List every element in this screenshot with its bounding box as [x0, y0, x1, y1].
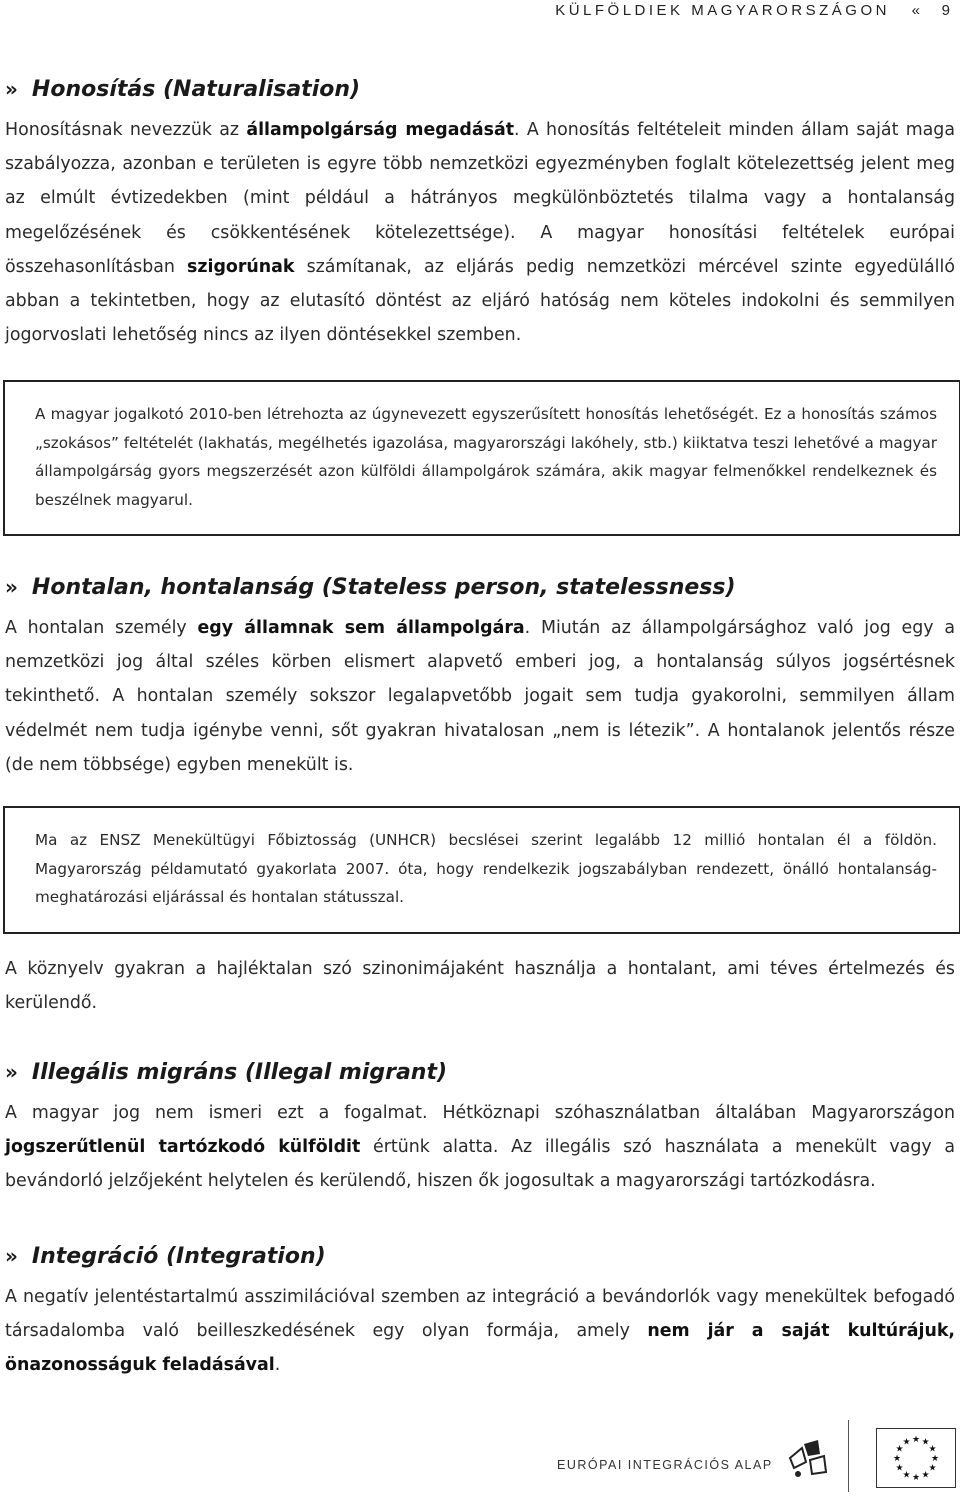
section-title [5, 74, 955, 105]
paragraph-text: A hontalan személy [5, 618, 198, 638]
paragraph [5, 113, 955, 352]
svg-text:★: ★ [928, 1463, 937, 1474]
header-title: KÜLFÖLDIEK MAGYARORSZÁGON [555, 2, 890, 19]
svg-text:★: ★ [902, 1470, 911, 1481]
section-illegalis-migrans [5, 1057, 955, 1199]
svg-text:★: ★ [928, 1444, 937, 1455]
paragraph-text: számítanak, az eljárás pedig nemzetközi mércével szinte egyedülálló abban a tekintetben, hogy az elutasító döntést az eljáró hatóság nem köteles indokolni és semmilyen jogorvoslati lehetőség nincs az ilyen döntésekkel szemben. [5, 256, 955, 346]
svg-text:★: ★ [892, 1454, 902, 1464]
emphasis-text: szigorúnak [187, 256, 295, 277]
paragraph: A köznyelv gyakran a hajléktalan szó szinonimájaként használja a hontalant, ami téves értelmezés és kerülendő. [5, 959, 955, 1014]
emphasis-text: jogszerűtlenül tartózkodó külföldit [5, 1137, 361, 1158]
paragraph-text: A negatív jelentéstartalmú asszimilációval szemben az integráció a bevándorlók vagy menekültek befogadó társadalomba való beilleszkedésének egy olyan formája, amely [5, 1287, 955, 1342]
paragraph-text: A magyar jog nem ismeri ezt a fogalmat. Hétköznapi szóhasználatban általában Magyarországon [5, 1103, 955, 1123]
section-title [5, 1057, 955, 1088]
chevron-marker-icon: » [5, 575, 18, 599]
paragraph-text: . A honosítás feltételeit minden állam saját maga szabályozza, azonban e területen is egyre több nemzetközi egyezményben foglalt kötelezettség jelent meg az elmúlt évtizedekben (mint például a hátrányos megkülönböztetés tilalma vagy a hontalanság megelőzésének és csökkentésének kötelezettsége). A magyar honosítási feltételek európai összehasonlításban [5, 120, 955, 277]
section-title [5, 1241, 955, 1272]
section-title-text: Honosítás (Naturalisation) [31, 77, 361, 102]
section-hontalan-note [5, 952, 955, 1020]
paragraph-text: Honosításnak nevezzük az [5, 120, 247, 140]
chevron-marker-icon: » [5, 77, 18, 101]
eu-flag-icon [876, 1428, 956, 1488]
section-honositas [5, 74, 955, 352]
paragraph-text: . Miután az állampolgársághoz való jog egy a nemzetközi jog által széles körben elismert alapvető emberi jog, a hontalanság súlyos jogsértésnek tekinthető. A hontalan személy sokszor legalapvetőbb jogait sem tudja gyakorolni, semmilyen állam védelmét nem tudja igénybe venni, sőt gyakran hivatalosan „nem is létezik”. A hontalanok jelentős része (de nem többsége) egyben menekült is. [5, 618, 955, 775]
footer-divider [848, 1420, 849, 1492]
running-header [555, 2, 950, 19]
svg-text:★: ★ [902, 1437, 911, 1448]
svg-text:★: ★ [911, 1473, 921, 1483]
svg-text:★: ★ [921, 1437, 930, 1448]
emphasis-text: nem jár a saját kultúrájuk, önazonosságuk feladásával [5, 1321, 955, 1376]
paragraph-text: . [274, 1355, 281, 1376]
svg-text:★: ★ [895, 1463, 904, 1474]
section-integracio [5, 1241, 955, 1383]
footer-fund-name: EURÓPAI INTEGRÁCIÓS ALAP [557, 1458, 773, 1472]
paragraph [5, 1280, 955, 1383]
paragraph [5, 611, 955, 782]
svg-text:★: ★ [921, 1470, 930, 1481]
info-box-simplified-naturalisation: A magyar jogalkotó 2010-ben létrehozta az úgynevezett egyszerűsített honosítás lehetőségét. Ez a honosítás számos „szokásos” feltételét (lakhatás, megélhetés igazolása, magyarországi lakóhely, stb.) kiiktatva teszi lehetővé a magyar állampolgárság gyors megszerzését azon külföldi állampolgárok számára, akik magyar felmenőkkel rendelkeznek és beszélnek magyarul. [3, 380, 960, 536]
section-hontalan [5, 572, 955, 782]
paragraph [5, 1096, 955, 1199]
svg-text:★: ★ [911, 1435, 921, 1445]
section-title-text: Integráció (Integration) [31, 1244, 326, 1269]
emphasis-text: állampolgárság megadását [246, 120, 515, 140]
header-separator: « [911, 2, 920, 19]
section-title-text: Hontalan, hontalanság (Stateless person, statelessness) [31, 575, 736, 600]
section-title-text: Illegális migráns (Illegal migrant) [31, 1060, 448, 1085]
svg-text:★: ★ [895, 1444, 904, 1455]
fund-logo-icon [784, 1438, 830, 1480]
chevron-marker-icon: » [5, 1244, 18, 1268]
info-box-unhcr: Ma az ENSZ Menekültügyi Főbiztosság (UNHCR) becslései szerint legalább 12 millió hontalan él a földön. Magyarország példamutató gyakorlata 2007. óta, hogy rendelkezik jogszabályban rendezett, önálló hontalanság-meghatározási eljárással és hontalan státusszal. [3, 806, 960, 934]
svg-text:★: ★ [930, 1454, 940, 1464]
section-title [5, 572, 955, 603]
page-number: 9 [941, 2, 950, 19]
emphasis-text: egy államnak sem állampolgára [197, 618, 525, 638]
paragraph-text: értünk alatta. Az illegális szó használata a menekült vagy a bevándorló jelzőjeként helytelen és kerülendő, hiszen ők jogosultak a magyarországi tartózkodásra. [5, 1137, 955, 1192]
chevron-marker-icon: » [5, 1060, 18, 1084]
